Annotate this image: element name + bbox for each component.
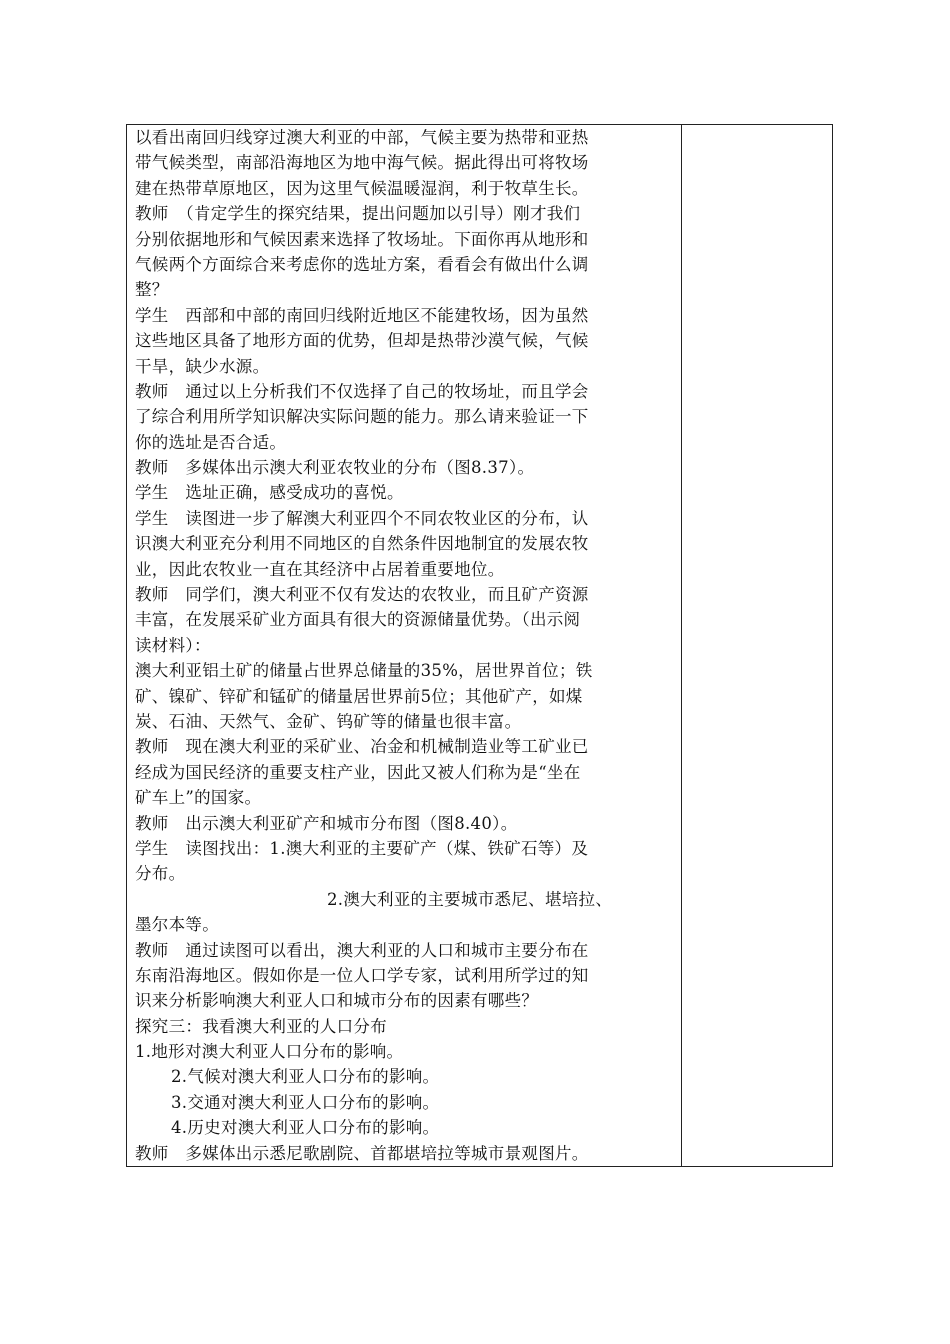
text-line: 识来分析影响澳大利亚人口和城市分布的因素有哪些？ <box>135 991 539 1011</box>
text-line: 建在热带草原地区，因为这里气候温暖湿润，利于牧草生长。 <box>135 178 589 198</box>
text-line: 学生 读图进一步了解澳大利亚四个不同农牧业区的分布，认 <box>135 508 589 528</box>
text-line: 教师 多媒体出示悉尼歌剧院、首都堪培拉等城市景观图片。 <box>135 1143 589 1163</box>
text-line: 澳大利亚铝土矿的储量占世界总储量的35%，居世界首位；铁 <box>135 661 593 681</box>
text-line: 炭、石油、天然气、金矿、钨矿等的储量也很丰富。 <box>135 711 522 731</box>
text-line: 矿车上”的国家。 <box>135 788 262 808</box>
text-line: 这些地区具备了地形方面的优势，但却是热带沙漠气候，气候 <box>135 331 589 351</box>
lesson-content-cell <box>127 125 682 1167</box>
text-line: 教师 出示澳大利亚矿产和城市分布图（图8.40）。 <box>135 813 518 833</box>
text-line: 教师 通过读图可以看出，澳大利亚的人口和城市主要分布在 <box>135 940 589 960</box>
text-line: 学生 读图找出：1.澳大利亚的主要矿产（煤、铁矿石等）及 <box>135 838 589 858</box>
lesson-plan-table <box>126 124 833 1167</box>
text-line: 整？ <box>135 280 169 300</box>
text-line: 业，因此农牧业一直在其经济中占居着重要地位。 <box>135 559 505 579</box>
text-line: 教师 通过以上分析我们不仅选择了自己的牧场址，而且学会 <box>135 381 589 401</box>
list-item: 1.地形对澳大利亚人口分布的影响。 <box>135 1042 404 1062</box>
list-item: 3.交通对澳大利亚人口分布的影响。 <box>171 1092 440 1112</box>
text-line: 识澳大利亚充分利用不同地区的自然条件因地制宜的发展农牧 <box>135 534 589 554</box>
list-item: 2.气候对澳大利亚人口分布的影响。 <box>171 1067 440 1087</box>
text-line: 带气候类型，南部沿海地区为地中海气候。据此得出可将牧场 <box>135 153 589 173</box>
text-line: 教师 多媒体出示澳大利亚农牧业的分布（图8.37）。 <box>135 458 535 478</box>
text-line: 经成为国民经济的重要支柱产业，因此又被人们称为是“坐在 <box>135 762 581 782</box>
text-line: 墨尔本等。 <box>135 915 219 935</box>
text-line: 东南沿海地区。假如你是一位人口学专家，试利用所学过的知 <box>135 965 589 985</box>
text-line: 了综合利用所学知识解决实际问题的能力。那么请来验证一下 <box>135 407 589 427</box>
text-line: 学生 选址正确，感受成功的喜悦。 <box>135 483 404 503</box>
text-line: 读材料）： <box>135 635 211 655</box>
text-line: 教师 同学们，澳大利亚不仅有发达的农牧业，而且矿产资源 <box>135 585 589 605</box>
text-line: 气候两个方面综合来考虑你的选址方案，看看会有做出什么调 <box>135 254 589 274</box>
list-item: 4.历史对澳大利亚人口分布的影响。 <box>171 1118 440 1138</box>
text-line: 分布。 <box>135 864 186 884</box>
text-line: 矿、镍矿、锌矿和锰矿的储量居世界前5位；其他矿产，如煤 <box>135 686 583 706</box>
text-line: 2.澳大利亚的主要城市悉尼、堪培拉、 <box>327 889 613 909</box>
text-line: 学生 西部和中部的南回归线附近地区不能建牧场，因为虽然 <box>135 305 589 325</box>
text-line: 教师 （肯定学生的探究结果，提出问题加以引导）刚才我们 <box>135 204 581 224</box>
text-line: 你的选址是否合适。 <box>135 432 287 452</box>
notes-cell <box>682 125 833 1167</box>
text-line: 以看出南回归线穿过澳大利亚的中部，气候主要为热带和亚热 <box>135 128 589 147</box>
text-line: 分别依据地形和气候因素来选择了牧场址。下面你再从地形和 <box>135 229 589 249</box>
table-row <box>127 125 833 1167</box>
text-line: 教师 现在澳大利亚的采矿业、冶金和机械制造业等工矿业已 <box>135 737 589 757</box>
section-heading: 探究三：我看澳大利亚的人口分布 <box>135 1016 387 1036</box>
text-line: 丰富，在发展采矿业方面具有很大的资源储量优势。（出示阅 <box>135 610 581 630</box>
text-line: 干旱，缺少水源。 <box>135 356 270 376</box>
